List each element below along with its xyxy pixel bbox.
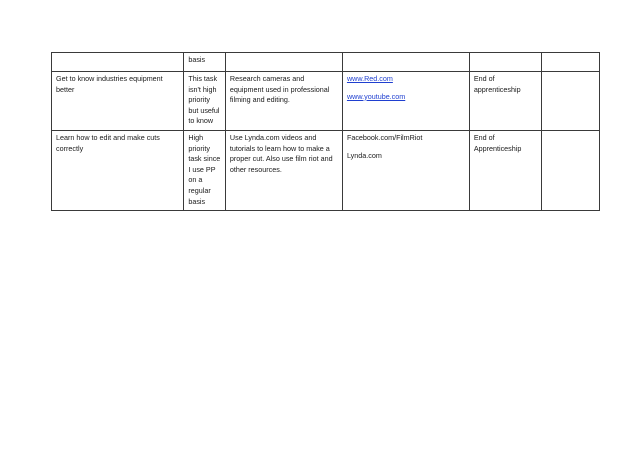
extra-cell [542,130,600,210]
priority-cell: basis [184,53,226,72]
priority-cell: This task isn't high priority but useful to know [184,72,226,131]
extra-cell [542,72,600,131]
method-cell [225,53,342,72]
deadline-cell [469,53,541,72]
goal-cell: Learn how to edit and make cuts correctly [52,130,184,210]
goal-cell: Get to know industries equipment better [52,72,184,131]
resources-cell [342,53,469,72]
method-cell: Research cameras and equipment used in professional filming and editing. [225,72,342,131]
resource-link-red[interactable]: www.Red.com [346,74,393,83]
resource-link-youtube[interactable]: www.youtube.com [346,91,406,101]
resource-text-lynda: Lynda.com [346,150,382,160]
priority-cell: High priority task since I use PP on a regular basis [184,130,226,210]
table-row [52,53,600,72]
resources-cell [342,130,469,210]
goal-cell [52,53,184,72]
table-row [52,130,600,210]
method-cell: Use Lynda.com videos and tutorials to learn how to make a proper cut. Also use film riot and other resources. [225,130,342,210]
extra-cell [542,53,600,72]
table-row [52,72,600,131]
deadline-cell: End of Apprenticeship [469,130,541,210]
deadline-cell: End of apprenticeship [469,72,541,131]
resource-text-filmriot: Facebook.com/FilmRiot [346,132,423,142]
resources-cell [342,72,469,131]
action-plan-table [51,52,600,211]
